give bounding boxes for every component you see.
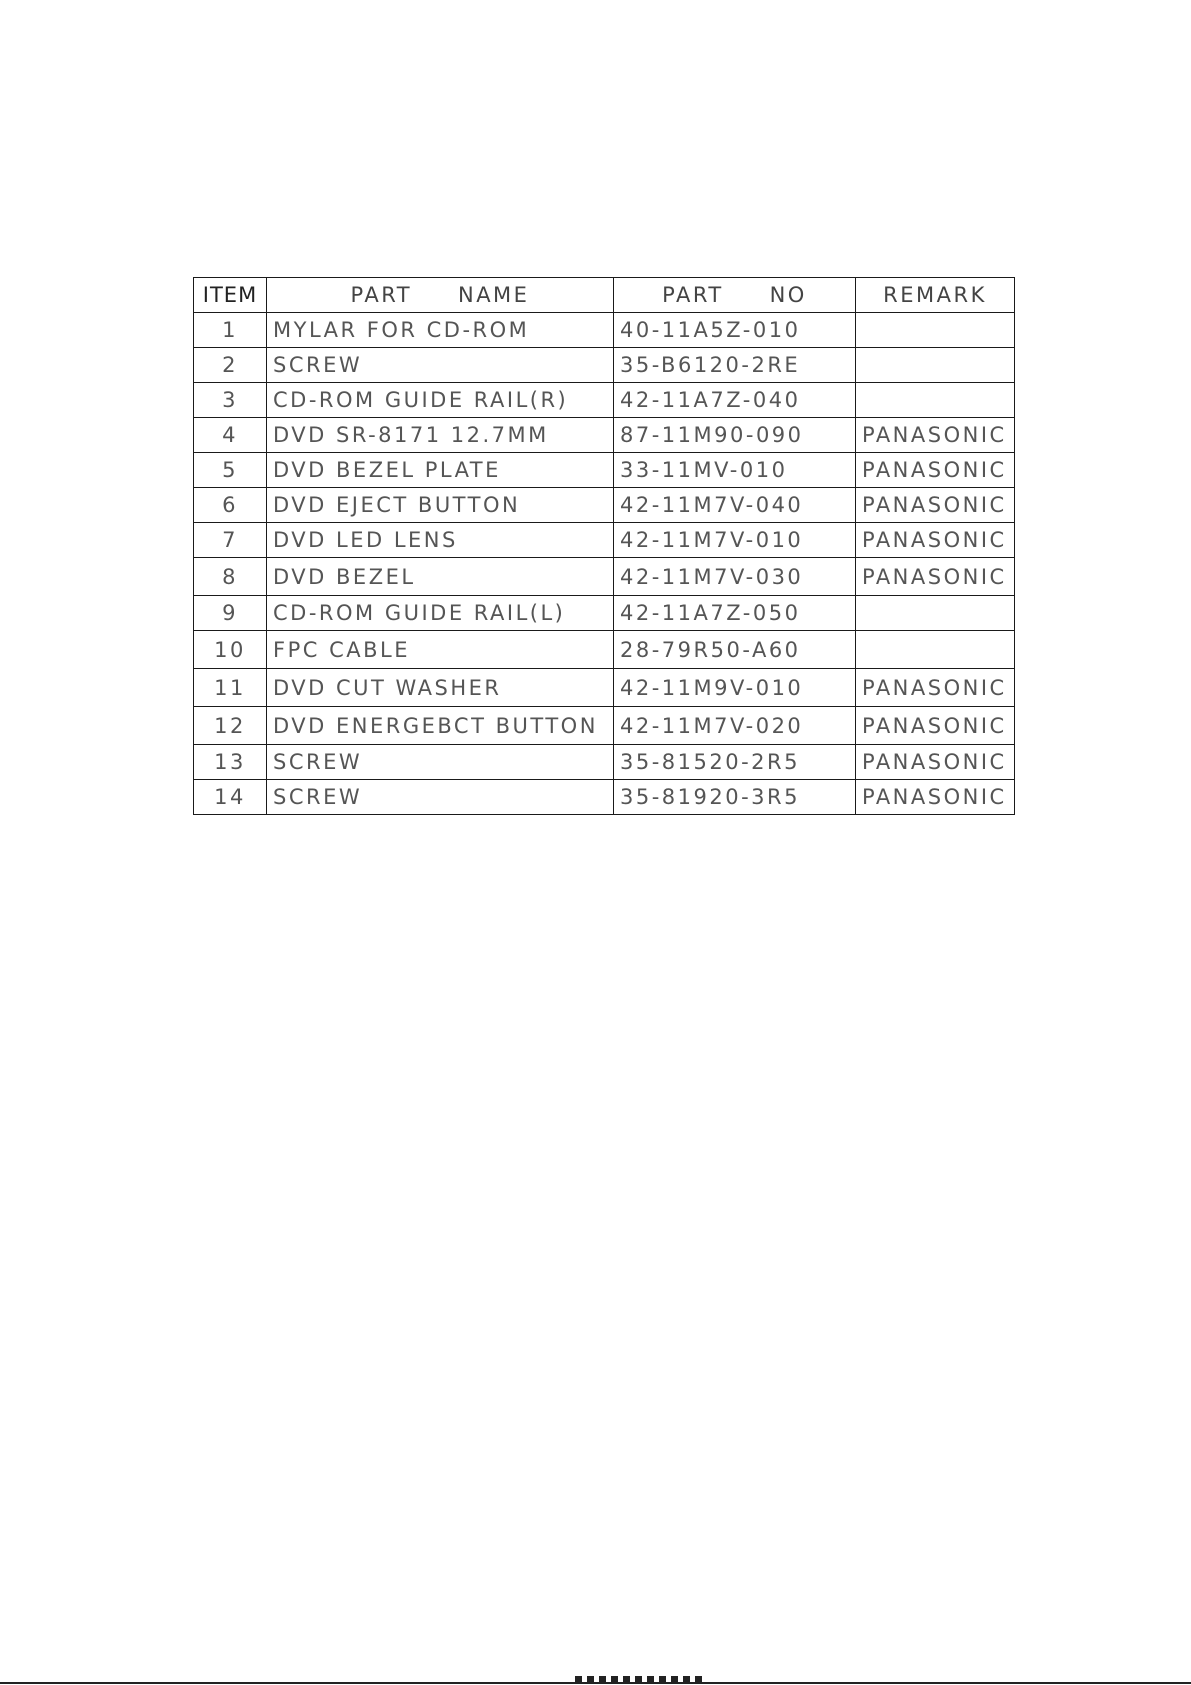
table-row bbox=[194, 383, 1015, 418]
part-number: 42-11M7V-030 bbox=[614, 558, 856, 596]
remark bbox=[856, 313, 1015, 348]
table-row bbox=[194, 523, 1015, 558]
part-name: DVD EJECT BUTTON bbox=[267, 488, 614, 523]
item-number: 8 bbox=[194, 558, 267, 596]
part-name: SCREW bbox=[267, 745, 614, 780]
part-number: 35-81520-2R5 bbox=[614, 745, 856, 780]
item-number: 4 bbox=[194, 418, 267, 453]
remark bbox=[856, 631, 1015, 669]
part-name: SCREW bbox=[267, 348, 614, 383]
part-number: 35-B6120-2RE bbox=[614, 348, 856, 383]
table-row bbox=[194, 745, 1015, 780]
table-row bbox=[194, 596, 1015, 631]
part-number: 42-11M7V-020 bbox=[614, 707, 856, 745]
part-number: 35-81920-3R5 bbox=[614, 780, 856, 815]
part-number: 42-11A7Z-040 bbox=[614, 383, 856, 418]
item-number: 3 bbox=[194, 383, 267, 418]
part-name: CD-ROM GUIDE RAIL(R) bbox=[267, 383, 614, 418]
item-number: 14 bbox=[194, 780, 267, 815]
part-number: 42-11M7V-010 bbox=[614, 523, 856, 558]
table-row bbox=[194, 669, 1015, 707]
part-name: DVD SR-8171 12.7MM bbox=[267, 418, 614, 453]
table-row bbox=[194, 488, 1015, 523]
part-number: 42-11A7Z-050 bbox=[614, 596, 856, 631]
remark: PANASONIC bbox=[856, 418, 1015, 453]
table-row bbox=[194, 780, 1015, 815]
parts-list-table bbox=[193, 277, 1015, 815]
item-number: 10 bbox=[194, 631, 267, 669]
table-header-row bbox=[194, 278, 1015, 313]
part-name: DVD LED LENS bbox=[267, 523, 614, 558]
item-number: 9 bbox=[194, 596, 267, 631]
remark: PANASONIC bbox=[856, 707, 1015, 745]
part-number: 42-11M7V-040 bbox=[614, 488, 856, 523]
table-row bbox=[194, 313, 1015, 348]
part-number: 28-79R50-A60 bbox=[614, 631, 856, 669]
page-bottom-marks bbox=[575, 1676, 705, 1684]
remark: PANASONIC bbox=[856, 558, 1015, 596]
remark: PANASONIC bbox=[856, 780, 1015, 815]
remark: PANASONIC bbox=[856, 745, 1015, 780]
part-name: DVD BEZEL PLATE bbox=[267, 453, 614, 488]
table-row bbox=[194, 558, 1015, 596]
item-number: 2 bbox=[194, 348, 267, 383]
table-row bbox=[194, 707, 1015, 745]
table-row bbox=[194, 631, 1015, 669]
item-number: 12 bbox=[194, 707, 267, 745]
remark: PANASONIC bbox=[856, 669, 1015, 707]
item-number: 1 bbox=[194, 313, 267, 348]
part-number: 87-11M90-090 bbox=[614, 418, 856, 453]
part-name: FPC CABLE bbox=[267, 631, 614, 669]
item-number: 13 bbox=[194, 745, 267, 780]
item-number: 5 bbox=[194, 453, 267, 488]
header-remark: REMARK bbox=[856, 278, 1015, 313]
table-row bbox=[194, 453, 1015, 488]
remark bbox=[856, 348, 1015, 383]
remark: PANASONIC bbox=[856, 453, 1015, 488]
part-name: CD-ROM GUIDE RAIL(L) bbox=[267, 596, 614, 631]
part-number: 40-11A5Z-010 bbox=[614, 313, 856, 348]
part-number: 33-11MV-010 bbox=[614, 453, 856, 488]
remark: PANASONIC bbox=[856, 488, 1015, 523]
table-row bbox=[194, 418, 1015, 453]
part-name: DVD CUT WASHER bbox=[267, 669, 614, 707]
item-number: 11 bbox=[194, 669, 267, 707]
part-number: 42-11M9V-010 bbox=[614, 669, 856, 707]
header-part-name: PART NAME bbox=[267, 278, 614, 313]
part-name: MYLAR FOR CD-ROM bbox=[267, 313, 614, 348]
header-item: ITEM bbox=[194, 278, 267, 313]
item-number: 6 bbox=[194, 488, 267, 523]
remark: PANASONIC bbox=[856, 523, 1015, 558]
part-name: DVD BEZEL bbox=[267, 558, 614, 596]
part-name: SCREW bbox=[267, 780, 614, 815]
remark bbox=[856, 596, 1015, 631]
item-number: 7 bbox=[194, 523, 267, 558]
table-row bbox=[194, 348, 1015, 383]
part-name: DVD ENERGEBCT BUTTON bbox=[267, 707, 614, 745]
remark bbox=[856, 383, 1015, 418]
header-part-no: PART NO bbox=[614, 278, 856, 313]
